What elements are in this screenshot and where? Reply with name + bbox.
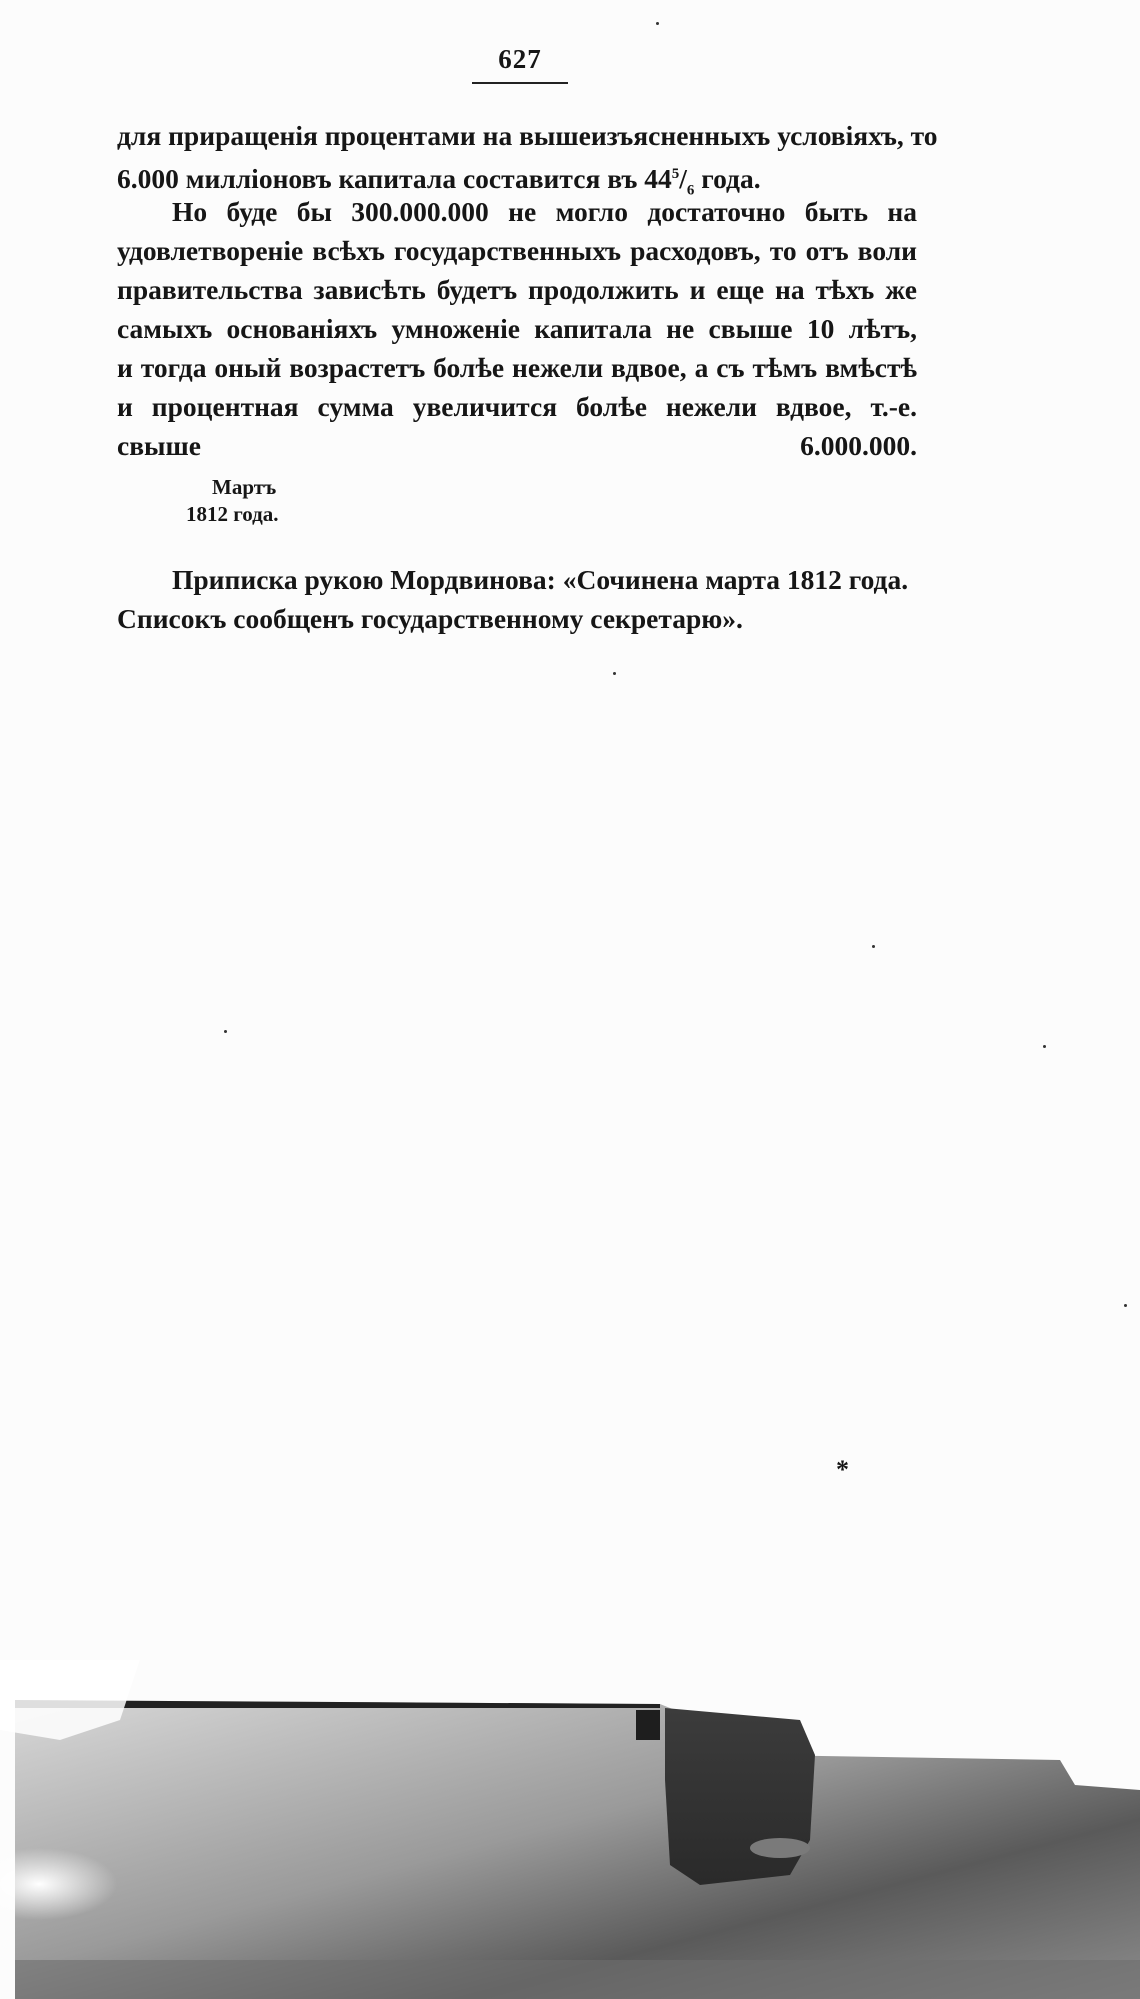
text-line: и процентная сумма увеличится болѣе нежели вдвое, т.-е. [117, 391, 917, 422]
fraction-numerator: 5 [671, 166, 680, 182]
note-line: Приписка рукою Мордвинова: «Сочинена марта 1812 года. [172, 564, 909, 595]
date-signature [186, 474, 279, 528]
note-line: Списокъ сообщенъ государственному секретарю». [117, 603, 743, 634]
date-month: Мартъ [212, 475, 277, 499]
scan-speck [656, 22, 659, 25]
text-line: Но буде бы 300.000.000 не могло достаточно быть на [172, 196, 917, 227]
scan-speck [1043, 1045, 1046, 1048]
scan-speck [224, 1030, 227, 1033]
scan-speck [613, 672, 616, 675]
text-line: удовлетвореніе всѣхъ государственныхъ расходовъ, то отъ воли [117, 235, 917, 266]
scan-speck [872, 945, 875, 948]
page-number-rule [472, 82, 568, 84]
text-line: свыше 6.000.000. [117, 430, 917, 461]
page-number: 627 [498, 44, 542, 74]
asterisk-mark: * [836, 1455, 849, 1484]
handwritten-note-remark [117, 560, 917, 638]
text-line: для приращенія процентами на вышеизъясненныхъ условіяхъ, то [117, 120, 938, 151]
scan-shadow-smudge [0, 1660, 1140, 1999]
text-line: правительства зависѣть будетъ продолжить и еще на тѣхъ же [117, 274, 917, 305]
text-fragment: года. [694, 163, 761, 195]
fraction-denominator: 6 [686, 182, 695, 199]
scan-speck [1124, 1304, 1127, 1307]
fraction: $^5/_6$ [671, 163, 695, 199]
paragraph-main [117, 192, 917, 465]
date-year: 1812 года. [186, 502, 279, 526]
text-line: и тогда оный возрастетъ болѣе нежели вдвое, а съ тѣмъ вмѣстѣ [117, 352, 917, 383]
text-fragment: 6.000 милліоновъ капитала составится въ 44 [117, 163, 672, 195]
text-line: самыхъ основаніяхъ умноженіе капитала не свыше 10 лѣтъ, [117, 313, 917, 344]
